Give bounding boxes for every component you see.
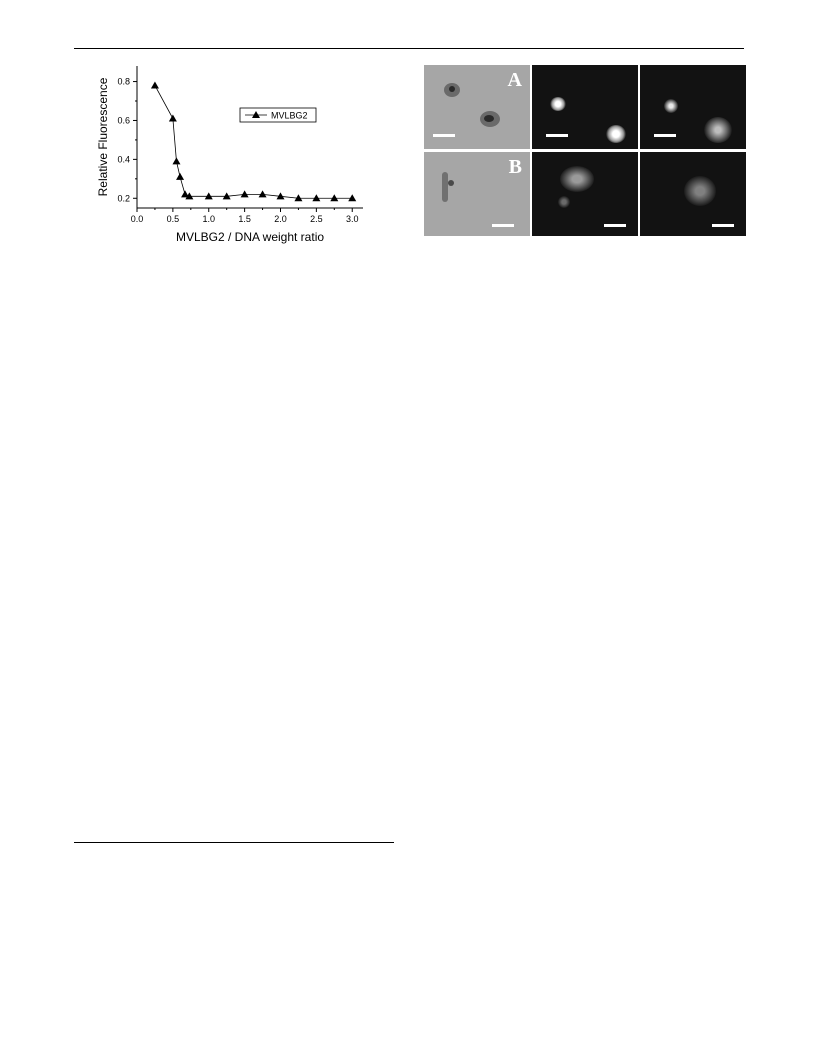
x-tick-label: 0.0 (130, 214, 144, 224)
data-point (241, 190, 249, 197)
micrograph-figure (424, 65, 746, 238)
scale-bar (546, 134, 568, 137)
footnote-rule (74, 842, 394, 843)
panel-label-a: A (507, 69, 522, 91)
x-tick-label: 2.5 (310, 214, 323, 224)
fluorescent-aggregate (684, 176, 716, 206)
micrograph-b-brightfield (424, 152, 530, 236)
fluorescent-spot (550, 97, 566, 111)
y-tick-label: 0.2 (117, 193, 130, 204)
scale-bar (604, 224, 626, 227)
micrograph-a-fluorescence-2 (640, 65, 746, 149)
scale-bar (433, 134, 455, 137)
micrograph-b-fluorescence-1 (532, 152, 638, 236)
complex-aggregate-core (448, 180, 454, 186)
data-point (176, 173, 184, 180)
y-tick-label: 0.4 (117, 154, 130, 165)
panel-label-b: B (508, 156, 522, 178)
scale-bar (492, 224, 514, 227)
x-tick-label: 3.0 (345, 214, 359, 224)
data-point (259, 190, 267, 197)
micrograph-b-fluorescence-2 (640, 152, 746, 236)
fluorescent-aggregate (560, 166, 594, 192)
x-tick-label: 2.0 (274, 214, 287, 224)
y-tick-label: 0.8 (117, 76, 130, 87)
complex-particle-core (484, 115, 494, 122)
fluorescent-aggregate (558, 196, 570, 208)
x-axis-label: MVLBG2 / DNA weight ratio (175, 230, 325, 244)
data-point (151, 81, 159, 88)
data-point (348, 194, 356, 201)
micrograph-a-fluorescence-1 (532, 65, 638, 149)
series-line (155, 85, 352, 198)
y-axis-label: Relative Fluorescence (96, 77, 110, 197)
micrograph-a-brightfield (424, 65, 530, 149)
fluorescent-spot (606, 125, 626, 143)
fluorescent-spot (664, 99, 678, 113)
scale-bar (712, 224, 734, 227)
data-point (312, 194, 320, 201)
x-tick-label: 1.5 (238, 214, 251, 224)
x-tick-label: 1.0 (202, 214, 216, 224)
y-tick-label: 0.6 (117, 115, 130, 126)
data-point (172, 157, 180, 164)
header-rule (74, 48, 744, 49)
x-tick-label: 0.5 (166, 214, 180, 224)
data-point (205, 192, 213, 199)
scale-bar (654, 134, 676, 137)
data-point (330, 194, 338, 201)
legend-label: MVLBG2 (271, 110, 308, 121)
fluorescent-spot (704, 117, 732, 143)
complex-particle-core (449, 86, 455, 92)
fluorescence-chart (95, 60, 395, 260)
complex-aggregate (442, 172, 448, 202)
data-point (169, 115, 177, 122)
